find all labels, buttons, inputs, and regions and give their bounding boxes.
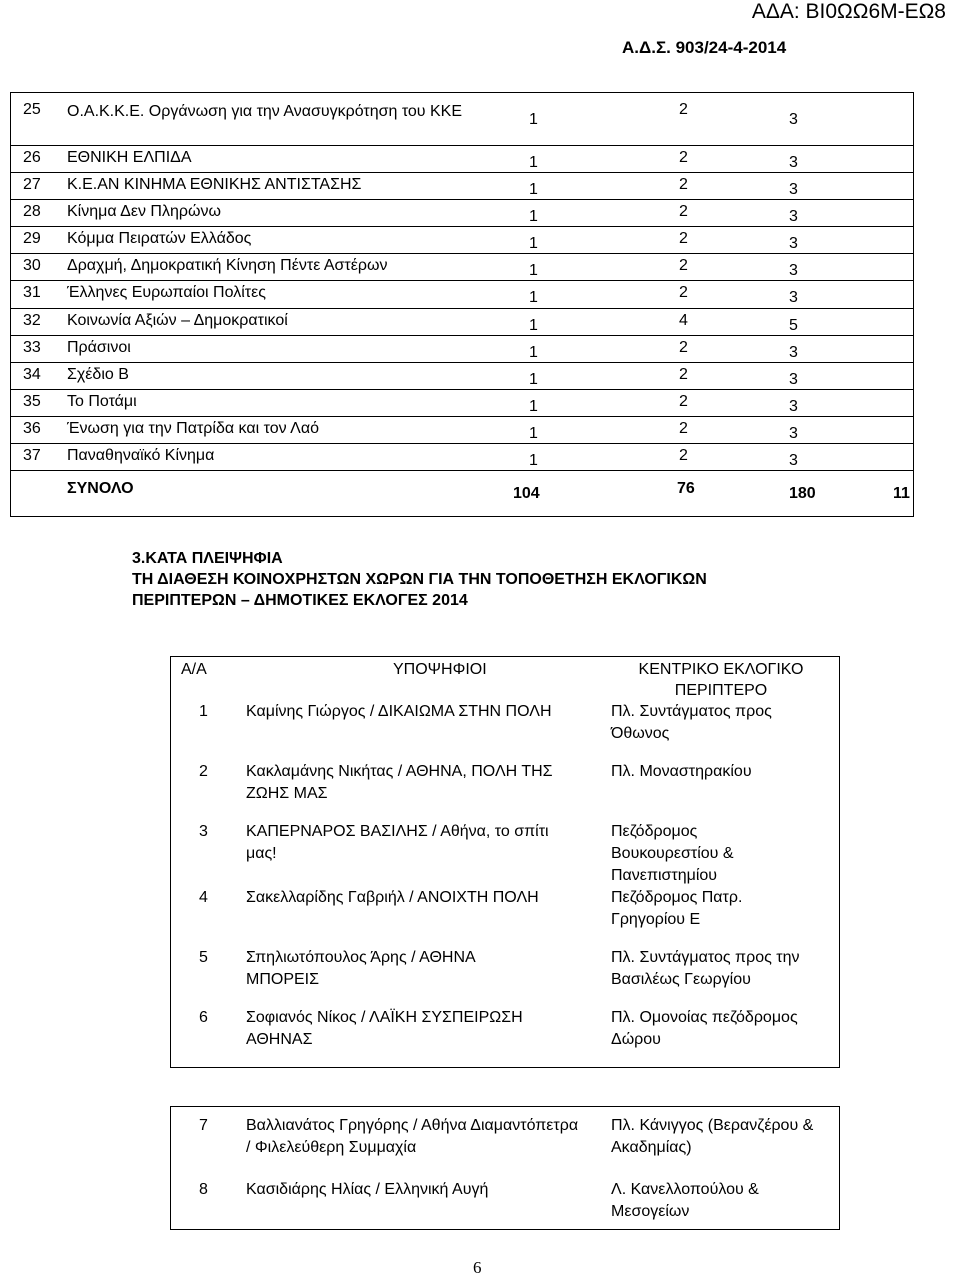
kiosk-number: 8 [199, 1181, 208, 1198]
col-1-value: 1 [529, 235, 538, 253]
section-title-line-1: 3.ΚΑΤΑ ΠΛΕΙΨΗΦΙΑ [132, 550, 283, 567]
kiosk-number: 3 [199, 823, 208, 840]
col-1-value: 1 [529, 316, 538, 334]
table-row [10, 200, 914, 227]
table-row [170, 947, 840, 1007]
table-row [170, 1007, 840, 1068]
table-row [170, 887, 840, 947]
col-3-value: 3 [789, 424, 798, 442]
party-name: Παναθηναϊκό Κίνημα [67, 447, 215, 465]
party-name: Κοινωνία Αξιών – Δημοκρατικοί [67, 311, 288, 329]
protocol-number: Α.Δ.Σ. 903/24-4-2014 [622, 38, 787, 57]
table-row [10, 363, 914, 390]
party-name: Ένωση για την Πατρίδα και τον Λαό [67, 419, 319, 437]
page-number: 6 [473, 1258, 482, 1277]
col-1-value: 1 [529, 154, 538, 171]
page-break-gap [170, 1068, 840, 1106]
kiosk-location: Πεζόδρομος Πατρ. Γρηγορίου Ε [611, 889, 743, 928]
col-2-value: 2 [679, 284, 688, 302]
row-number: 25 [23, 101, 41, 118]
row-number: 29 [23, 230, 41, 248]
header-location: ΚΕΝΤΡΙΚΟ ΕΚΛΟΓΙΚΟ ΠΕΡΙΠΤΕΡΟ [638, 661, 804, 699]
col-1-value: 1 [529, 208, 538, 226]
col-1-value: 1 [529, 397, 538, 415]
col-2-value: 2 [679, 101, 688, 118]
table-row [10, 227, 914, 254]
table-row [170, 821, 840, 887]
section-title-line-2: ΤΗ ΔΙΑΘΕΣΗ ΚΟΙΝΟΧΡΗΣΤΩΝ ΧΩΡΩΝ ΓΙΑ ΤΗΝ ΤΟΠΟΘΕΤΗΣΗ ΕΚΛΟΓΙΚΩΝ [132, 571, 707, 588]
party-name: Σχέδιο Β [67, 365, 129, 383]
party-name: Έλληνες Ευρωπαίοι Πολίτες [67, 284, 266, 302]
party-name: Το Ποτάμι [67, 392, 137, 410]
party-name: ΕΘΝΙΚΗ ΕΛΠΙΔΑ [67, 149, 192, 166]
party-name: Κίνημα Δεν Πληρώνω [67, 203, 221, 221]
col-3-value: 3 [789, 208, 798, 226]
col-3-value: 3 [789, 154, 798, 171]
col-2-value: 2 [679, 203, 688, 221]
kiosk-table-header [170, 656, 840, 701]
col-1-value: 1 [529, 452, 538, 470]
col-2-value: 2 [679, 257, 688, 275]
kiosk-candidate: ΚΑΠΕΡΝΑΡΟΣ ΒΑΣΙΛΗΣ / Αθήνα, το σπίτι μας! [246, 823, 549, 862]
kiosk-number: 2 [199, 763, 208, 780]
row-number: 34 [23, 365, 41, 383]
table-row [10, 417, 914, 444]
col-2-value: 2 [679, 419, 688, 437]
party-name: Ο.Α.Κ.Κ.Ε. Οργάνωση για την Ανασυγκρότηση του ΚΚΕ [67, 103, 463, 120]
col-3-value: 3 [789, 343, 798, 361]
col-2-value: 2 [679, 447, 688, 465]
total-row [10, 471, 914, 517]
col-1-value: 1 [529, 370, 538, 388]
table-row [10, 309, 914, 336]
col-3-value: 3 [789, 262, 798, 280]
row-number: 37 [23, 447, 41, 465]
total-col-4: 11 [893, 485, 910, 503]
col-3-value: 3 [789, 235, 798, 253]
col-2-value: 4 [679, 311, 688, 329]
kiosk-candidate: Σοφιανός Νίκος / ΛΑΪΚΗ ΣΥΣΠΕΙΡΩΣΗ ΑΘΗΝΑΣ [246, 1009, 523, 1048]
kiosk-candidate: Σακελλαρίδης Γαβριήλ / ΑΝΟΙΧΤΗ ΠΟΛΗ [246, 889, 539, 906]
row-number: 36 [23, 419, 41, 437]
row-number: 30 [23, 257, 41, 275]
table-row [10, 254, 914, 281]
kiosk-candidate: Κασιδιάρης Ηλίας / Ελληνική Αυγή [246, 1181, 489, 1198]
total-col-3: 180 [789, 485, 816, 503]
table-row [170, 761, 840, 821]
col-2-value: 2 [679, 230, 688, 248]
party-table [10, 92, 914, 517]
kiosk-location: Πλ. Συντάγματος προς την Βασιλέως Γεωργίου [611, 949, 800, 988]
row-number: 35 [23, 392, 41, 410]
col-1-value: 1 [529, 181, 538, 199]
total-col-2: 76 [677, 480, 695, 498]
kiosk-location: Πεζόδρομος Βουκουρεστίου & Πανεπιστημίου [611, 823, 734, 884]
kiosk-location: Λ. Κανελλοπούλου & Μεσογείων [611, 1181, 759, 1220]
ada-code: ΑΔΑ: ΒΙ0ΩΩ6Μ-ΕΩ8 [751, 0, 946, 23]
table-row [10, 92, 914, 146]
col-2-value: 2 [679, 149, 688, 166]
col-3-value: 3 [789, 452, 798, 470]
col-1-value: 1 [529, 111, 538, 128]
kiosk-location: Πλ. Ομονοίας πεζόδρομος Δώρου [611, 1009, 798, 1048]
row-number: 31 [23, 284, 41, 302]
party-name: Δραχμή, Δημοκρατική Κίνηση Πέντε Αστέρων [67, 257, 388, 275]
table-row [10, 281, 914, 308]
col-2-value: 2 [679, 392, 688, 410]
section-title-line-3: ΠΕΡΙΠΤΕΡΩΝ – ΔΗΜΟΤΙΚΕΣ ΕΚΛΟΓΕΣ 2014 [132, 592, 468, 609]
col-3-value: 3 [789, 181, 798, 199]
row-number: 32 [23, 311, 41, 329]
kiosk-location: Πλ. Συντάγματος προς Όθωνος [611, 703, 772, 742]
kiosk-number: 6 [199, 1009, 208, 1026]
kiosk-location: Πλ. Μοναστηρακίου [611, 763, 752, 780]
row-number: 26 [23, 149, 41, 166]
col-3-value: 5 [789, 316, 798, 334]
party-name: Πράσινοι [67, 338, 131, 356]
kiosk-number: 7 [199, 1117, 208, 1134]
row-number: 28 [23, 203, 41, 221]
header-candidates: ΥΠΟΨΗΦΙΟΙ [393, 661, 487, 678]
row-number: 33 [23, 338, 41, 356]
col-1-value: 1 [529, 424, 538, 442]
table-row [170, 1106, 840, 1173]
header-aa: Α/Α [181, 661, 207, 678]
table-row [10, 444, 914, 471]
col-2-value: 2 [679, 365, 688, 383]
table-row [10, 390, 914, 417]
kiosk-table [170, 656, 840, 1230]
col-3-value: 3 [789, 289, 798, 307]
col-1-value: 1 [529, 343, 538, 361]
total-label: ΣΥΝΟΛΟ [67, 480, 134, 498]
kiosk-location: Πλ. Κάνιγγος (Βερανζέρου & Ακαδημίας) [611, 1117, 814, 1156]
kiosk-number: 4 [199, 889, 208, 906]
kiosk-candidate: Βαλλιανάτος Γρηγόρης / Αθήνα Διαμαντόπετρα / Φιλελεύθερη Συμμαχία [246, 1117, 579, 1156]
col-3-value: 3 [789, 397, 798, 415]
kiosk-candidate: Καμίνης Γιώργος / ΔΙΚΑΙΩΜΑ ΣΤΗΝ ΠΟΛΗ [246, 703, 552, 720]
table-row [10, 146, 914, 173]
col-1-value: 1 [529, 262, 538, 280]
table-row [170, 1173, 840, 1230]
table-row [170, 701, 840, 761]
col-3-value: 3 [789, 111, 798, 128]
col-2-value: 2 [679, 338, 688, 356]
party-name: Κόμμα Πειρατών Ελλάδος [67, 230, 252, 248]
kiosk-number: 1 [199, 703, 208, 720]
section-title [132, 548, 832, 611]
kiosk-number: 5 [199, 949, 208, 966]
kiosk-candidate: Κακλαμάνης Νικήτας / ΑΘΗΝΑ, ΠΟΛΗ ΤΗΣ ΖΩΗΣ ΜΑΣ [246, 763, 553, 802]
total-col-1: 104 [513, 485, 540, 503]
col-2-value: 2 [679, 176, 688, 194]
table-row [10, 336, 914, 363]
table-row [10, 173, 914, 200]
party-name: Κ.Ε.ΑΝ ΚΙΝΗΜΑ ΕΘΝΙΚΗΣ ΑΝΤΙΣΤΑΣΗΣ [67, 176, 362, 194]
kiosk-candidate: Σπηλιωτόπουλος Άρης / ΑΘΗΝΑ ΜΠΟΡΕΙΣ [246, 949, 475, 988]
col-3-value: 3 [789, 370, 798, 388]
col-1-value: 1 [529, 289, 538, 307]
row-number: 27 [23, 176, 41, 194]
